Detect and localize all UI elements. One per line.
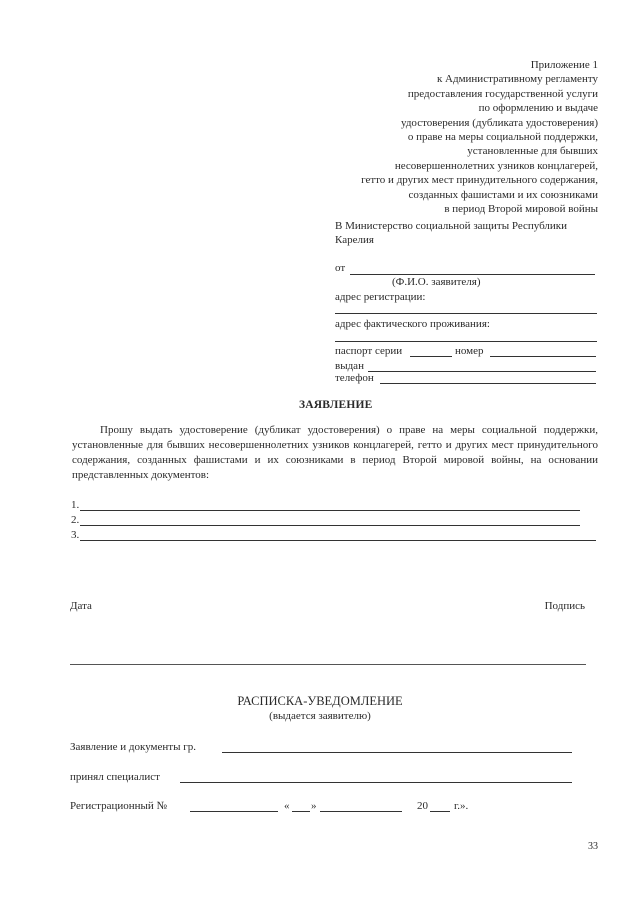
receipt-title: РАСПИСКА-УВЕДОМЛЕНИЕ bbox=[237, 694, 403, 708]
appendix-line: в период Второй мировой войны bbox=[444, 203, 598, 216]
phone-field[interactable] bbox=[380, 383, 596, 384]
appendix-line: гетто и других мест принудительного содержания, bbox=[361, 174, 598, 187]
actual-address-label: адрес фактического проживания: bbox=[335, 318, 490, 330]
appendix-line: предоставления государственной услуги bbox=[407, 87, 598, 100]
applicant-name-field[interactable] bbox=[222, 752, 572, 753]
passport-series-field[interactable] bbox=[410, 356, 452, 357]
specialist-field[interactable] bbox=[180, 782, 572, 783]
statement-title: ЗАЯВЛЕНИЕ bbox=[299, 399, 373, 411]
appendix-line: установленные для бывших bbox=[467, 145, 598, 158]
reg-number-field[interactable] bbox=[190, 811, 278, 812]
accepted-label: принял специалист bbox=[70, 771, 160, 783]
actual-address-field[interactable] bbox=[335, 341, 597, 342]
statement-text: Прошу выдать удостоверение (дубликат удостоверения) о праве на меры социальной поддержки, установленные для бывших несовершеннолетних узников концлагерей, гетто и других мест принудительного содержания, созданных фашистами и их союзниками в период Второй мировой войны, на основании представленных документов: bbox=[72, 424, 598, 481]
fio-caption: (Ф.И.О. заявителя) bbox=[392, 276, 481, 288]
date-label: Дата bbox=[70, 600, 92, 612]
quote-open: « bbox=[284, 800, 290, 812]
year-prefix: 20 bbox=[417, 800, 428, 812]
docs-label: Заявление и документы гр. bbox=[70, 741, 196, 753]
appendix-line: к Административному регламенту bbox=[436, 73, 598, 86]
month-field[interactable] bbox=[320, 811, 402, 812]
reg-address-field[interactable] bbox=[335, 313, 597, 314]
appendix-line: Приложение 1 bbox=[530, 59, 598, 71]
statement-body bbox=[72, 423, 598, 483]
document-field-2[interactable] bbox=[80, 525, 580, 526]
reg-address-label: адрес регистрации: bbox=[335, 291, 426, 303]
year-suffix: г.». bbox=[454, 800, 469, 812]
issued-label: выдан bbox=[335, 360, 364, 372]
document-field-3[interactable] bbox=[80, 540, 596, 541]
reg-number-label: Регистрационный № bbox=[70, 800, 168, 812]
passport-series-label: паспорт серии bbox=[335, 345, 403, 357]
signature-label: Подпись bbox=[544, 600, 585, 612]
appendix-line: несовершеннолетних узников концлагерей, bbox=[394, 159, 598, 172]
day-field[interactable] bbox=[292, 811, 310, 812]
passport-number-field[interactable] bbox=[490, 356, 596, 357]
from-label: от bbox=[335, 262, 346, 274]
addressee-line-1: В Министерство социальной защиты Республики bbox=[335, 220, 568, 232]
section-divider bbox=[70, 664, 586, 665]
appendix-line: удостоверения (дубликата удостоверения) bbox=[401, 116, 598, 129]
receipt-subtitle: (выдается заявителю) bbox=[269, 710, 371, 722]
appendix-line: по оформлению и выдаче bbox=[478, 102, 598, 115]
year-field[interactable] bbox=[430, 811, 450, 812]
document-field-1[interactable] bbox=[80, 510, 580, 511]
quote-close: » bbox=[311, 800, 317, 812]
fio-field[interactable] bbox=[350, 274, 595, 275]
addressee-line-2: Карелия bbox=[335, 234, 374, 246]
appendix-line: о праве на меры социальной поддержки, bbox=[407, 131, 598, 144]
appendix-line: созданных фашистами и их союзниками bbox=[408, 188, 598, 201]
phone-label: телефон bbox=[335, 372, 374, 384]
passport-number-label: номер bbox=[455, 345, 484, 357]
item-number: 1. bbox=[71, 499, 80, 511]
page-number: 33 bbox=[588, 841, 598, 852]
issued-field[interactable] bbox=[368, 371, 596, 372]
appendix-header bbox=[361, 58, 598, 216]
item-number: 2. bbox=[71, 514, 80, 526]
item-number: 3. bbox=[71, 529, 80, 541]
